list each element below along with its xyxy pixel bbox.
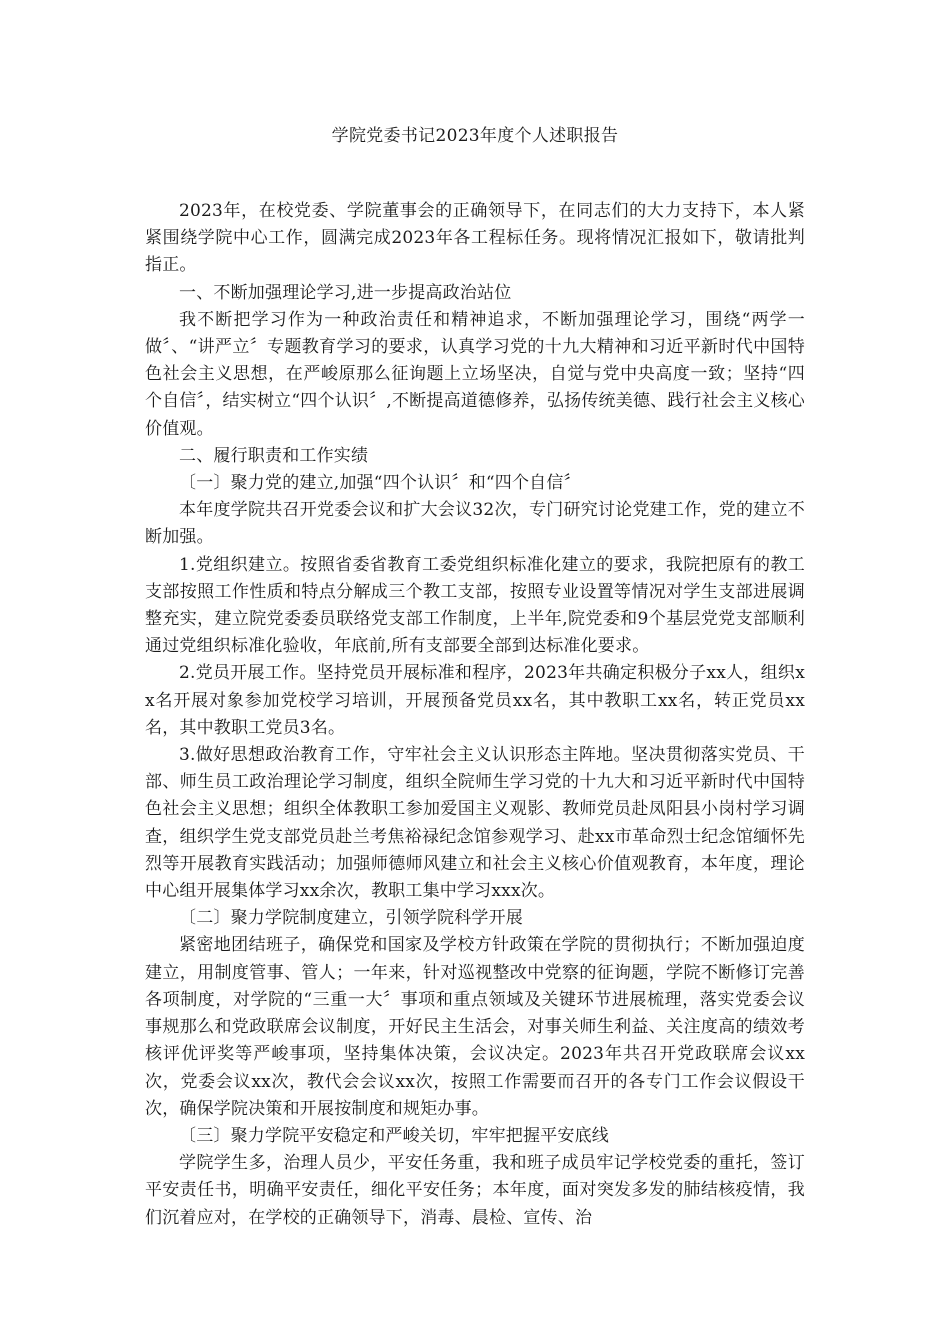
subsection-heading-2: 〔二〕聚力学院制度建立，引领学院科学开展 <box>179 908 523 929</box>
document-title: 学院党委书记2023年度个人述职报告 <box>331 126 619 146</box>
paragraph: 学院学生多，治理人员少，平安任务重，我和班子成员牢记学校党委的重托，签订平安责任书，明确平安责任，细化平安任务；本年度，面对突发多发的肺结核疫情，我们沉着应对，在学校的正确领导下，消毒、晨检、宣传、治 <box>145 1153 805 1228</box>
section-heading-2: 二、履行职责和工作实绩 <box>179 445 369 466</box>
paragraph: 紧密地团结班子，确保党和国家及学校方针政策在学院的贯彻执行；不断加强迫度建立，用制度管事、管人；一年来，针对巡视整改中党察的征询题，学院不断修订完善各项制度，对学院的“三重一大〞事项和重点领域及关键环节进展梳理，落实党委会议事规那么和党政联席会议制度，开好民主生活会，对事关师生利益、关注度高的绩效考核评优评奖等严峻事项，坚持集体决策，会议决定。2023年共召开党政联席会议xx次，党委会议xx次，教代会会议xx次，按照工作需要而召开的各专门工作会议假设干次，确保学院决策和开展按制度和规矩办事。 <box>145 935 805 1119</box>
subsection-heading-3: 〔三〕聚力学院平安稳定和严峻关切，牢牢把握平安底线 <box>179 1125 609 1146</box>
paragraph: 我不断把学习作为一种政治责任和精神追求，不断加强理论学习，围绕“两学一做〞、“讲严立〞专题教育学习的要求，认真学习党的十九大精神和习近平新时代中国特色社会主义思想，在严峻原那么征询题上立场坚决，自觉与党中央高度一致；坚持“四个自信〞，结实树立“四个认识〞,不断提高道德修养，弘扬传统美德、践行社会主义核心价值观。 <box>145 309 805 439</box>
section-heading-1: 一、不断加强理论学习,进一步提高政治站位 <box>179 282 512 303</box>
paragraph-item-3: 3.做好思想政治教育工作，守牢社会主义认识形态主阵地。坚决贯彻落实党员、干部、师生员工政治理论学习制度，组织全院师生学习党的十九大和习近平新时代中国特色社会主义思想；组织全体教职工参加爱国主义观影、教师党员赴凤阳县小岗村学习调查，组织学生党支部党员赴兰考焦裕禄纪念馆参观学习、赴xx市革命烈士纪念馆缅怀先烈等开展教育实践活动；加强师德师风建立和社会主义核心价值观教育，本年度，理论中心组开展集体学习xx余次，教职工集中学习xxx次。 <box>145 745 805 902</box>
paragraph: 本年度学院共召开党委会议和扩大会议32次，专门研究讨论党建工作，党的建立不断加强。 <box>145 500 805 548</box>
document-body <box>145 198 805 1232</box>
paragraph-item-1: 1.党组织建立。按照省委省教育工委党组织标准化建立的要求，我院把原有的教工支部按照工作性质和特点分解成三个教工支部，按照专业设置等情况对学生支部进展调整充实，建立院党委委员联络党支部工作制度，上半年,院党委和9个基层党党支部顺利通过党组织标准化验收，年底前,所有支部要全部到达标准化要求。 <box>145 554 805 657</box>
paragraph-intro: 2023年，在校党委、学院董事会的正确领导下，在同志们的大力支持下，本人紧紧围绕学院中心工作，圆满完成2023年各工程标任务。现将情况汇报如下，敬请批判指正。 <box>145 201 805 276</box>
paragraph-item-2: 2.党员开展工作。坚持党员开展标准和程序，2023年共确定积极分子xx人，组织xx名开展对象参加党校学习培训，开展预备党员xx名，其中教职工xx名，转正党员xx名，其中教职工党员3名。 <box>145 663 805 738</box>
subsection-heading-1: 〔一〕聚力党的建立,加强“四个认识〞和“四个自信〞 <box>179 473 581 494</box>
